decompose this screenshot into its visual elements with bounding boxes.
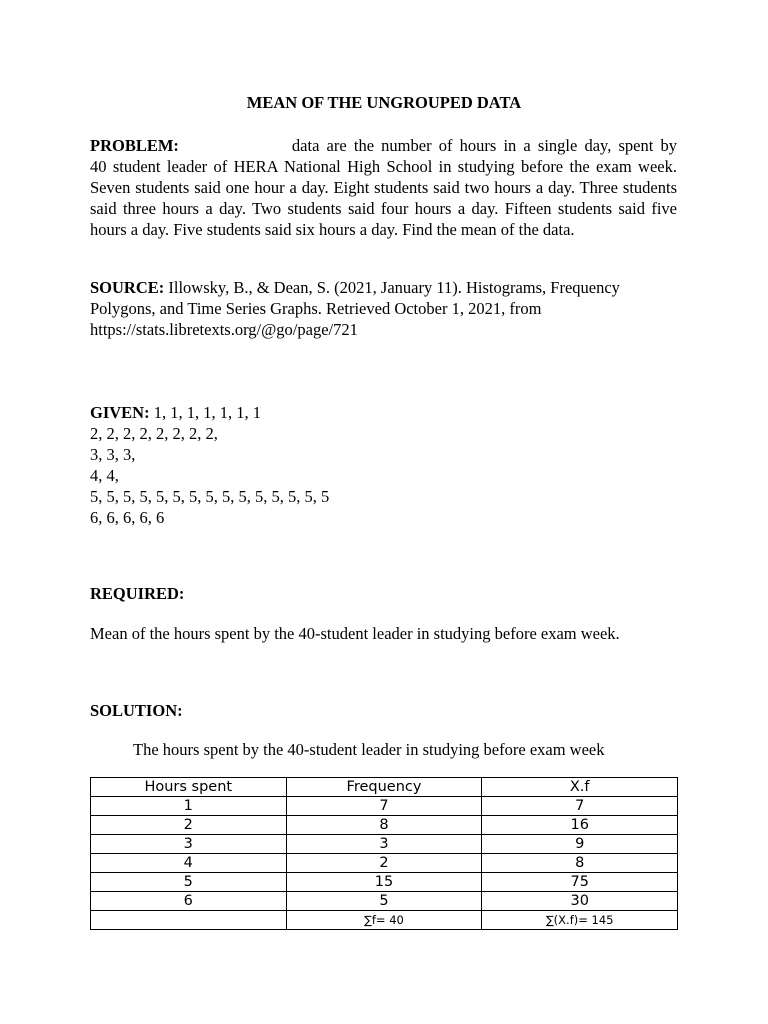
cell-frequency: 7 [286,797,482,816]
source-line2: Polygons, and Time Series Graphs. Retrieved October 1, 2021, from [90,299,542,318]
source-paragraph [90,277,677,340]
header-frequency: Frequency [286,778,482,797]
problem-label: PROBLEM: [90,136,179,155]
source-line1: Illowsky, B., & Dean, S. (2021, January 11). Histograms, Frequency [168,278,620,297]
table-row [91,797,678,816]
table-header-row [91,778,678,797]
cell-hours: 3 [91,835,287,854]
header-hours-spent: Hours spent [91,778,287,797]
cell-frequency: 15 [286,873,482,892]
given-line1: 1, 1, 1, 1, 1, 1, 1 [153,403,261,422]
cell-xf: 30 [482,892,678,911]
cell-frequency: 2 [286,854,482,873]
cell-hours: 5 [91,873,287,892]
cell-hours: 6 [91,892,287,911]
cell-xf: 8 [482,854,678,873]
required-text: Mean of the hours spent by the 40-student leader in studying before exam week. [90,624,620,643]
source-url: https://stats.libretexts.org/@go/page/721 [90,320,358,339]
problem-paragraph [90,135,677,240]
given-label: GIVEN: [90,403,150,422]
cell-frequency: 8 [286,816,482,835]
source-label: SOURCE: [90,278,165,297]
given-line4: 4, 4, [90,466,119,485]
problem-text: 40 student leader of HERA National High School in studying before the exam week. Seven students said one hour a day. Eight students said two hours a day. Three students said three hours a day. Two students said four hours a day. Fifteen students said five hours a day. Five students said six hours a day. Find the mean of the data. [90,157,677,239]
given-block [90,402,677,528]
solution-label: SOLUTION: [90,701,183,720]
cell-xf: 75 [482,873,678,892]
header-xf: X.f [482,778,678,797]
table-row [91,873,678,892]
required-label: REQUIRED: [90,584,185,603]
total-xf: ∑(X.f)= 145 [482,911,678,930]
cell-xf: 9 [482,835,678,854]
table-totals-row [91,911,678,930]
problem-line1: data are the number of hours in a single day, spent by [291,136,677,155]
cell-hours: 4 [91,854,287,873]
table-row [91,854,678,873]
cell-hours: 1 [91,797,287,816]
given-line6: 6, 6, 6, 6, 6 [90,508,165,527]
cell-frequency: 5 [286,892,482,911]
given-line5: 5, 5, 5, 5, 5, 5, 5, 5, 5, 5, 5, 5, 5, 5, 5 [90,487,330,506]
table-row [91,835,678,854]
cell-xf: 7 [482,797,678,816]
total-frequency: ∑f= 40 [286,911,482,930]
cell-xf: 16 [482,816,678,835]
given-line3: 3, 3, 3, [90,445,136,464]
table-caption: The hours spent by the 40-student leader in studying before exam week [133,740,605,759]
table-row [91,892,678,911]
table-row [91,816,678,835]
given-line2: 2, 2, 2, 2, 2, 2, 2, 2, [90,424,218,443]
total-empty-cell [91,911,287,930]
cell-frequency: 3 [286,835,482,854]
cell-hours: 2 [91,816,287,835]
frequency-table [90,777,678,930]
document-title: MEAN OF THE UNGROUPED DATA [246,93,522,112]
